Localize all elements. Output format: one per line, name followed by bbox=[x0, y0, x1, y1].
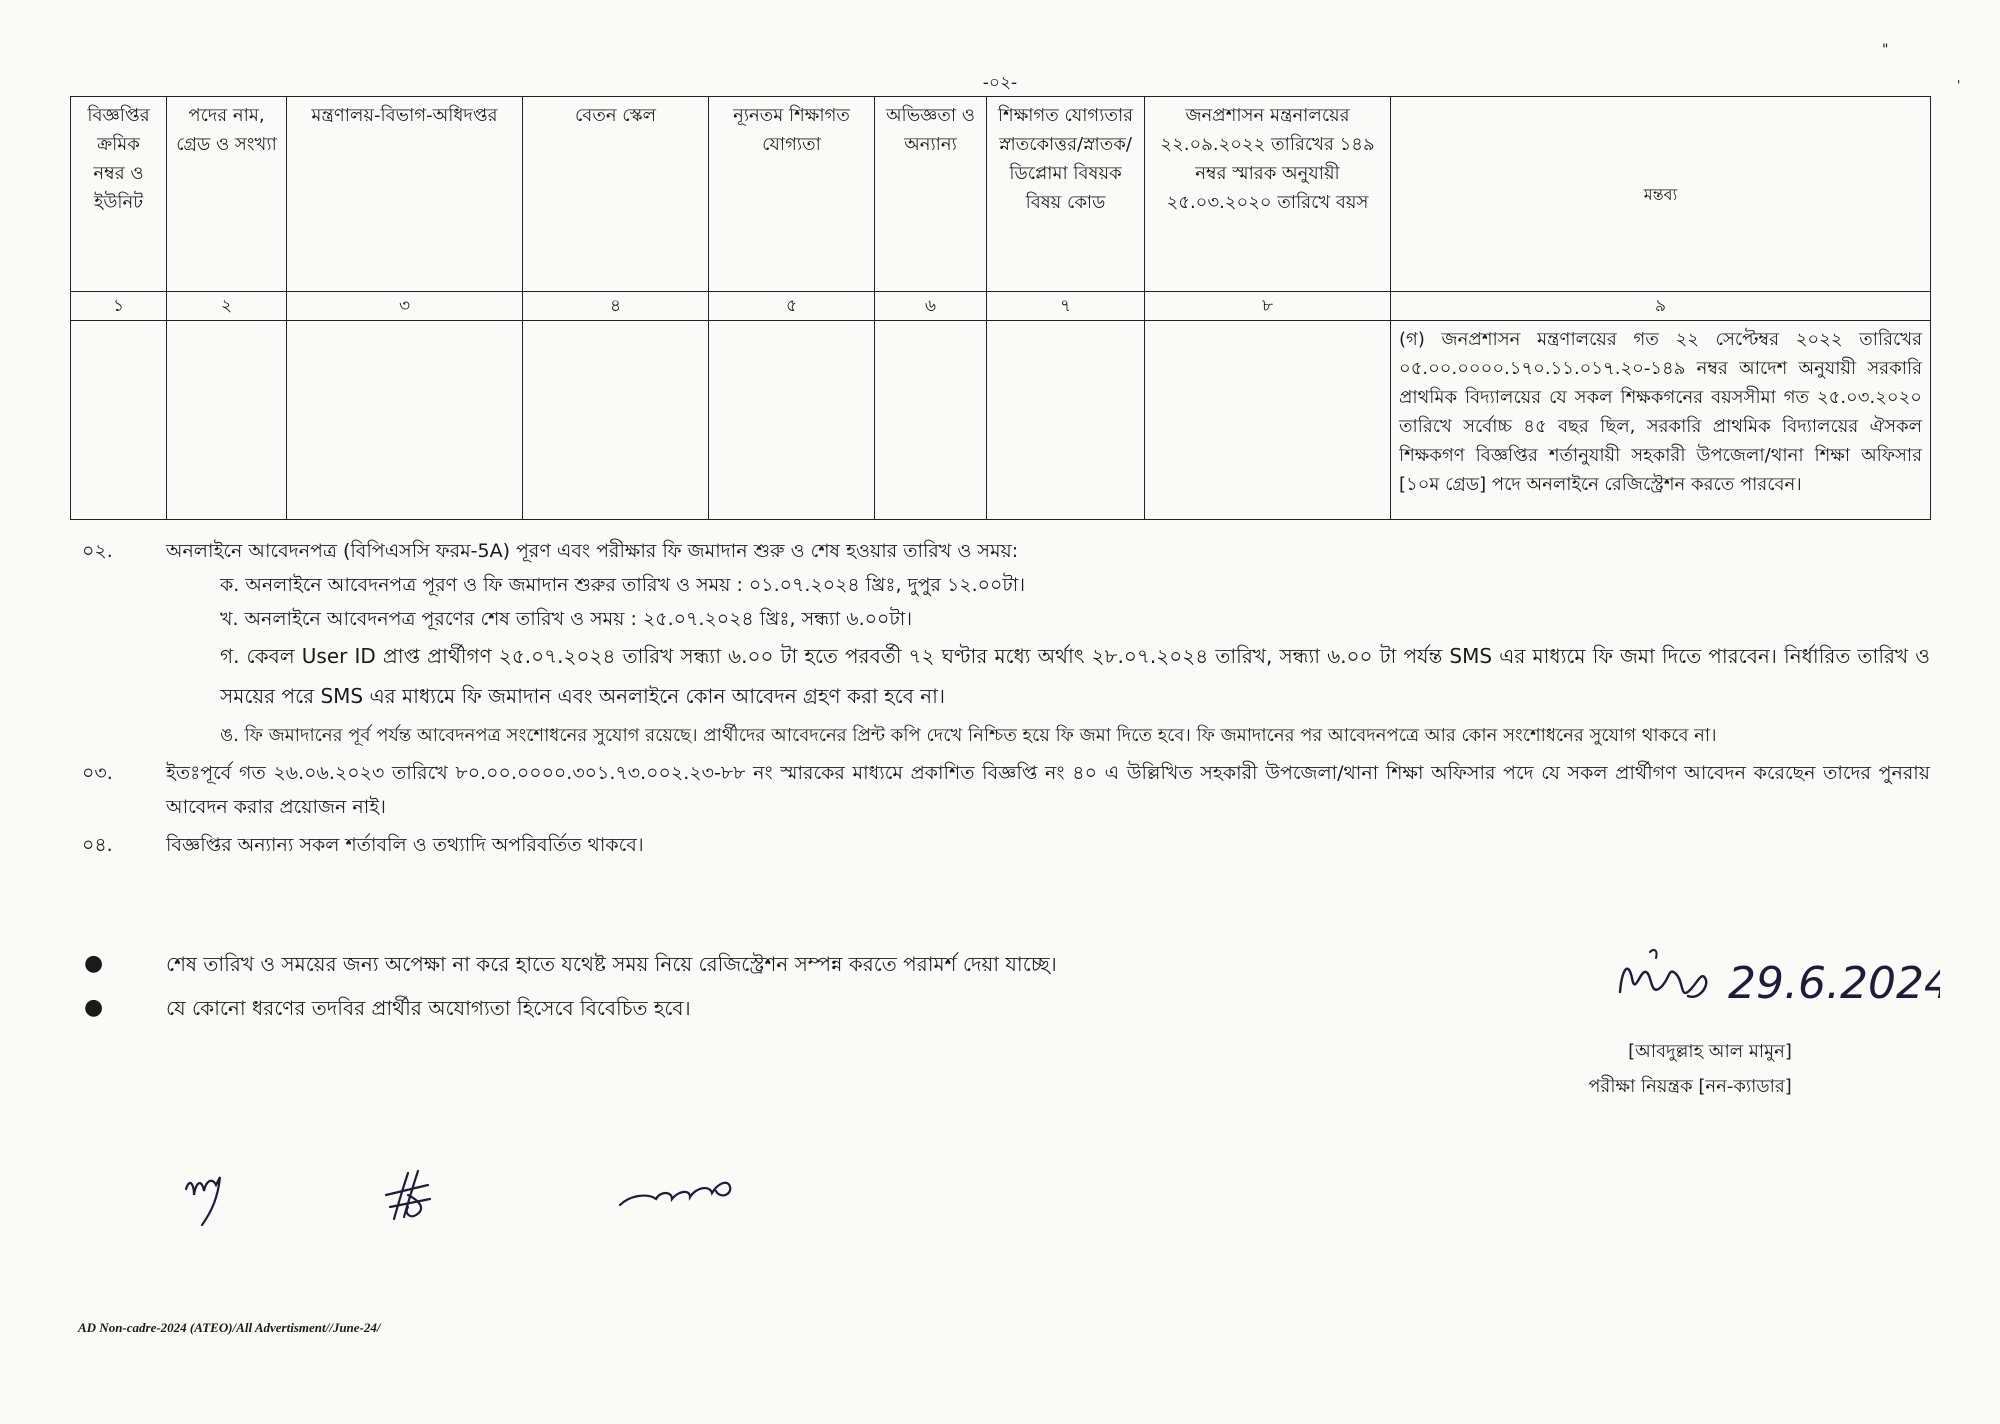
item-kha: খ. অনলাইনে আবেদনপত্র পূরণের শেষ তারিখ ও সময় : ২৫.০৭.২০২৪ খ্রিঃ, সন্ধ্যা ৬.০০টা। bbox=[220, 608, 912, 630]
column-number: ৫ bbox=[709, 292, 875, 321]
header-post-grade: পদের নাম, গ্রেড ও সংখ্যা bbox=[167, 97, 287, 292]
section-heading: অনলাইনে আবেদনপত্র (বিপিএসসি ফরম-5A) পূরণ এবং পরীক্ষার ফি জমাদান শুরু ও শেষ হওয়ার তারিখ ও সময়: bbox=[166, 540, 1019, 562]
signatory-name: [আবদুল্লাহ আল মামুন] bbox=[1628, 1041, 1792, 1062]
bullet-text: শেষ তারিখ ও সময়ের জন্য অপেক্ষা না করে হাতে যথেষ্ট সময় নিয়ে রেজিস্ট্রেশন সম্পন্ন করতে পরামর্শ দেয়া যাচ্ছে। bbox=[166, 952, 1057, 976]
column-number: ৬ bbox=[875, 292, 987, 321]
page-number: -০২- bbox=[982, 73, 1018, 93]
empty-cell bbox=[287, 321, 523, 520]
section-02 bbox=[70, 534, 1930, 568]
header-remarks: মন্তব্য bbox=[1391, 97, 1931, 292]
notice-sections bbox=[70, 534, 1930, 862]
section-03 bbox=[70, 756, 1930, 824]
item-ka: ক. অনলাইনে আবেদনপত্র পূরণ ও ফি জমাদান শুরুর তারিখ ও সময় : ০১.০৭.২০২৪ খ্রিঃ, দুপুর ১২.০০টা। bbox=[220, 574, 1026, 596]
handwritten-date: 29.6.2024 bbox=[1728, 958, 1940, 1009]
handwritten-signature bbox=[1580, 930, 1940, 1030]
column-number: ৯ bbox=[1391, 292, 1931, 321]
corner-mark: " bbox=[1882, 42, 1889, 58]
section-text: বিজ্ঞপ্তির অন্যান্য সকল শর্তাবলি ও তথ্যাদি অপরিবর্তিত থাকবে। bbox=[166, 834, 644, 856]
empty-cell bbox=[875, 321, 987, 520]
vacancy-table bbox=[70, 96, 1931, 520]
column-number: ৭ bbox=[987, 292, 1145, 321]
bullet-item bbox=[70, 986, 1270, 1030]
section-04 bbox=[70, 828, 1930, 862]
footer-reference: AD Non-cadre-2024 (ATEO)/All Advertisment//June-24/ bbox=[78, 1320, 381, 1335]
section-number: ০৪. bbox=[82, 834, 113, 856]
header-age: জনপ্রশাসন মন্ত্রনালয়ের ২২.০৯.২০২২ তারিখের ১৪৯ নম্বর স্মারক অনুযায়ী ২৫.০৩.২০২০ তারিখে বয়স bbox=[1145, 97, 1391, 292]
section-02-items bbox=[70, 568, 1930, 752]
item-gha: ঙ. ফি জমাদানের পূর্ব পর্যন্ত আবেদনপত্র সংশোধনের সুযোগ রয়েছে। প্রার্থীদের আবেদনের প্রিন্ট কপি দেখে নিশ্চিত হয়ে ফি জমা দিতে হবে। ফি জমাদানের পর আবেদনপত্রে আর কোন সংশোধনের সুযোগ থাকবে না। bbox=[220, 725, 1717, 746]
section-text: ইতঃপূর্বে গত ২৬.০৬.২০২৩ তারিখে ৮০.০০.০০০০.৩০১.৭৩.০০২.২৩-৮৮ নং স্মারকের মাধ্যমে প্রকাশিত বিজ্ঞপ্তি নং ৪০ এ উল্লিখিত সহকারী উপজেলা/থানা শিক্ষা অফিসার পদে যে সকল প্রার্থীগণ আবেদন করেছেন তাদের পুনরায় আবেদন করার প্রয়োজন নাই। bbox=[166, 762, 1930, 818]
bullet-item bbox=[70, 942, 1270, 986]
signatory-title: পরীক্ষা নিয়ন্ত্রক [নন-ক্যাডার] bbox=[1588, 1076, 1792, 1097]
header-pay-scale: বেতন স্কেল bbox=[523, 97, 709, 292]
remarks-cell: (গ) জনপ্রশাসন মন্ত্রণালয়ের গত ২২ সেপ্টেম্বর ২০২২ তারিখের ০৫.০০.০০০০.১৭০.১১.০১৭.২০-১৪৯ নম্বর আদেশ অনুযায়ী সরকারি প্রাথমিক বিদ্যালয়ের যে সকল শিক্ষকগনের বয়সসীমা গত ২৫.০৩.২০২০ তারিখে সর্বোচ্চ ৪৫ বছর ছিল, সরকারি প্রাথমিক বিদ্যালয়ের ঐসকল শিক্ষকগণ বিজ্ঞপ্তির শর্তানুযায়ী সহকারী উপজেলা/থানা শিক্ষা অফিসার [১০ম গ্রেড] পদে অনলাইনে রেজিস্ট্রেশন করতে পারবেন। bbox=[1391, 321, 1931, 520]
header-serial-unit: বিজ্ঞপ্তির ক্রমিক নম্বর ও ইউনিট bbox=[71, 97, 167, 292]
header-experience: অভিজ্ঞতা ও অন্যান্য bbox=[875, 97, 987, 292]
advice-bullets bbox=[70, 942, 1270, 1030]
column-number: ১ bbox=[71, 292, 167, 321]
table-body-row bbox=[71, 321, 1931, 520]
header-ministry: মন্ত্রণালয়-বিভাগ-অধিদপ্তর bbox=[287, 97, 523, 292]
bullet-dot-icon: ● bbox=[84, 995, 104, 1020]
empty-cell bbox=[71, 321, 167, 520]
empty-cell bbox=[167, 321, 287, 520]
scan-speck: ' bbox=[1957, 78, 1961, 92]
table-header-row bbox=[71, 97, 1931, 292]
column-number: ২ bbox=[167, 292, 287, 321]
column-number-row bbox=[71, 292, 1931, 321]
bullet-text: যে কোনো ধরণের তদবির প্রার্থীর অযোগ্যতা হিসেবে বিবেচিত হবে। bbox=[166, 996, 691, 1020]
handwritten-initials bbox=[180, 1155, 780, 1235]
section-number: ০২. bbox=[82, 540, 113, 562]
column-number: ৮ bbox=[1145, 292, 1391, 321]
signature-block bbox=[1580, 930, 1940, 1097]
item-ga: গ. কেবল User ID প্রাপ্ত প্রার্থীগণ ২৫.০৭.২০২৪ তারিখ সন্ধ্যা ৬.০০ টা হতে পরবর্তী ৭২ ঘণ্টার মধ্যে অর্থাৎ ২৮.০৭.২০২৪ তারিখ, সন্ধ্যা ৬.০০ টা পর্যন্ত SMS এর মাধ্যমে ফি জমা দিতে পারবেন। নির্ধারিত তারিখ ও সময়ের পরে SMS এর মাধ্যমে ফি জমাদান এবং অনলাইনে কোন আবেদন গ্রহণ করা হবে না। bbox=[220, 644, 1930, 708]
empty-cell bbox=[1145, 321, 1391, 520]
empty-cell bbox=[987, 321, 1145, 520]
section-number: ০৩. bbox=[82, 762, 113, 784]
column-number: ৩ bbox=[287, 292, 523, 321]
column-number: ৪ bbox=[523, 292, 709, 321]
empty-cell bbox=[709, 321, 875, 520]
bullet-dot-icon: ● bbox=[84, 951, 104, 976]
header-min-qualification: ন্যূনতম শিক্ষাগত যোগ্যতা bbox=[709, 97, 875, 292]
header-subject-code: শিক্ষাগত যোগ্যতার স্নাতকোত্তর/স্নাতক/ডিপ্লোমা বিষয়ক বিষয় কোড bbox=[987, 97, 1145, 292]
empty-cell bbox=[523, 321, 709, 520]
